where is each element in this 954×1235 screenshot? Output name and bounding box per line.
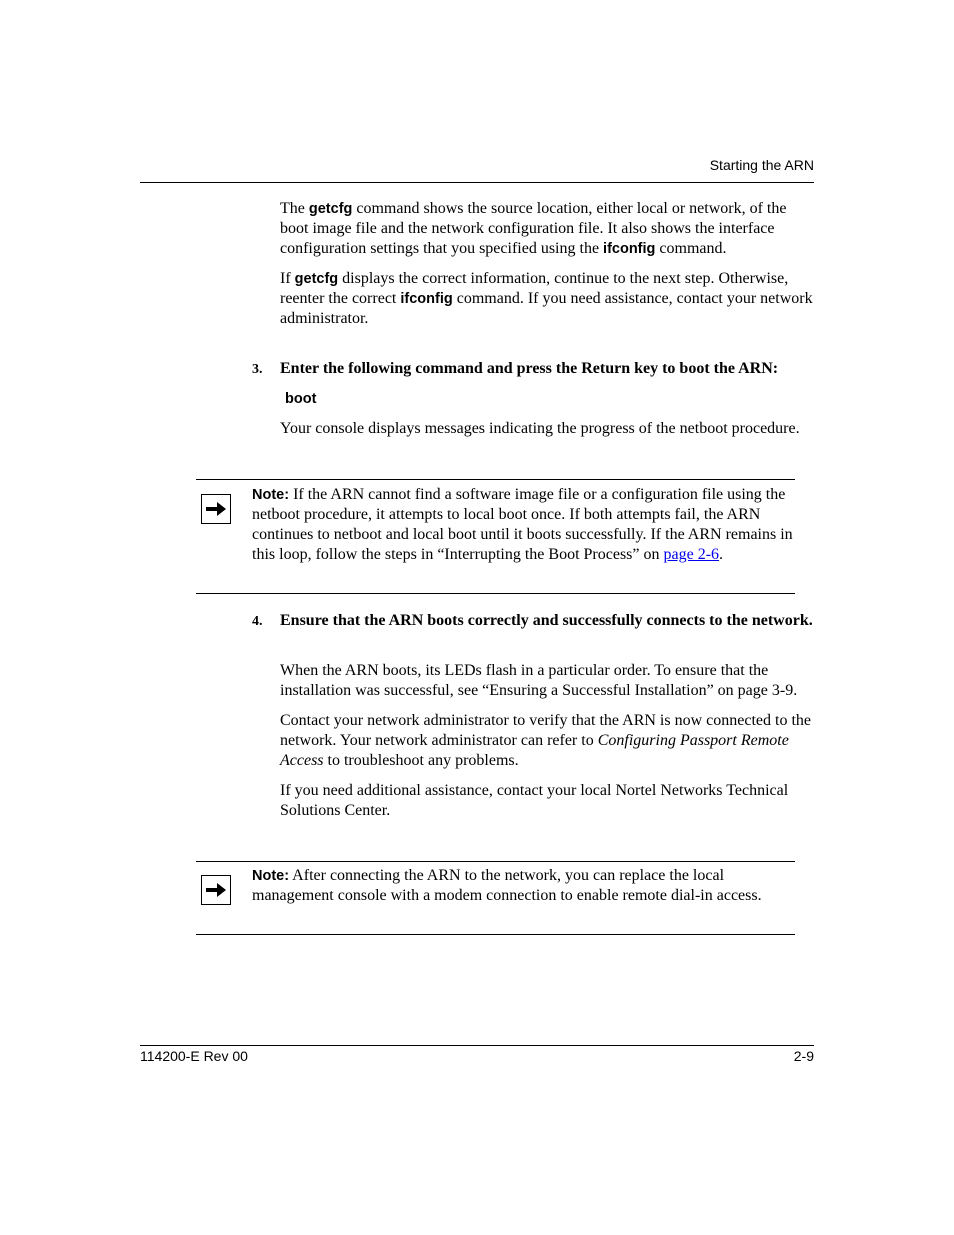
footer-rule: [140, 1045, 814, 1046]
note-top-rule: [196, 479, 795, 480]
text: Contact your network administrator to verify that the ARN is now connected to the network. Your network administrator can refer to: [280, 712, 811, 749]
text: If: [280, 270, 295, 287]
note-label: Note:: [252, 868, 290, 884]
text: to troubleshoot any problems.: [323, 752, 519, 769]
paragraph: Your console displays messages indicating the progress of the netboot procedure.: [280, 420, 800, 437]
command-getcfg: getcfg: [294, 271, 339, 287]
text: displays the correct information, continue to the next step. Otherwise, reenter the correct: [280, 270, 789, 307]
note-body: If the ARN cannot find a software image file or a configuration file using the netboot procedure, it attempts to local boot once. If both attempts fail, the ARN continues to netboot and local boot until it boots successfully. If the ARN remains in this loop, follow the steps in “Interrupting the Boot Process” on: [252, 486, 793, 563]
paragraph-if-getcfg: [280, 269, 814, 329]
step-instruction: Ensure that the ARN boots correctly and successfully connects to the network.: [280, 612, 813, 629]
step-3-description: [280, 419, 814, 439]
note-body: After connecting the ARN to the network, you can replace the local management console with a modem connection to enable remote dial-in access.: [252, 867, 762, 904]
note-top-rule: [196, 861, 795, 862]
running-header: Starting the ARN: [709, 157, 814, 173]
command-boot: boot: [285, 391, 317, 407]
step-number: 4.: [252, 614, 263, 629]
note-bottom-rule: [196, 593, 795, 594]
page-link[interactable]: page 2-6: [663, 546, 720, 563]
note-bottom-rule: [196, 934, 795, 935]
note-interrupting-boot: [252, 485, 800, 565]
paragraph-assistance: If you need additional assistance, contact your local Nortel Networks Technical Solutions Center.: [280, 782, 789, 819]
paragraph-leds: When the ARN boots, its LEDs flash in a particular order. To ensure that the installation was successful, see “Ensuring a Successful Installation” on page 3-9.: [280, 662, 798, 699]
step-number: 3.: [252, 362, 263, 377]
book-title: Configuring Passport Remote Access: [280, 732, 789, 769]
text: command shows the source location, either local or network, of the boot image file and the network configuration file. It also shows the interface configuration settings that you specified using the: [280, 200, 787, 257]
page-number: 2-9: [793, 1048, 814, 1064]
intro-block: [280, 199, 814, 329]
step-4: [252, 611, 817, 651]
text: command.: [655, 240, 727, 257]
text: command. If you need assistance, contact your network administrator.: [280, 290, 813, 327]
note-label: Note:: [252, 487, 290, 503]
paragraph-getcfg: [280, 199, 814, 259]
command-ifconfig: ifconfig: [400, 291, 453, 307]
right-arrow-icon: [201, 875, 231, 905]
paragraph-contact-admin: [280, 711, 814, 771]
step-4-body: [280, 661, 814, 821]
text: The: [280, 200, 309, 217]
step-instruction: Enter the following command and press the Return key to boot the ARN:: [280, 360, 779, 377]
text: .: [719, 546, 724, 563]
right-arrow-icon: [201, 494, 231, 524]
header-rule: [140, 182, 814, 183]
boot-command-line: [285, 389, 819, 409]
command-getcfg: getcfg: [308, 201, 353, 217]
command-ifconfig: ifconfig: [603, 241, 656, 257]
document-id: 114200-E Rev 00: [140, 1048, 248, 1064]
note-modem: [252, 866, 800, 906]
